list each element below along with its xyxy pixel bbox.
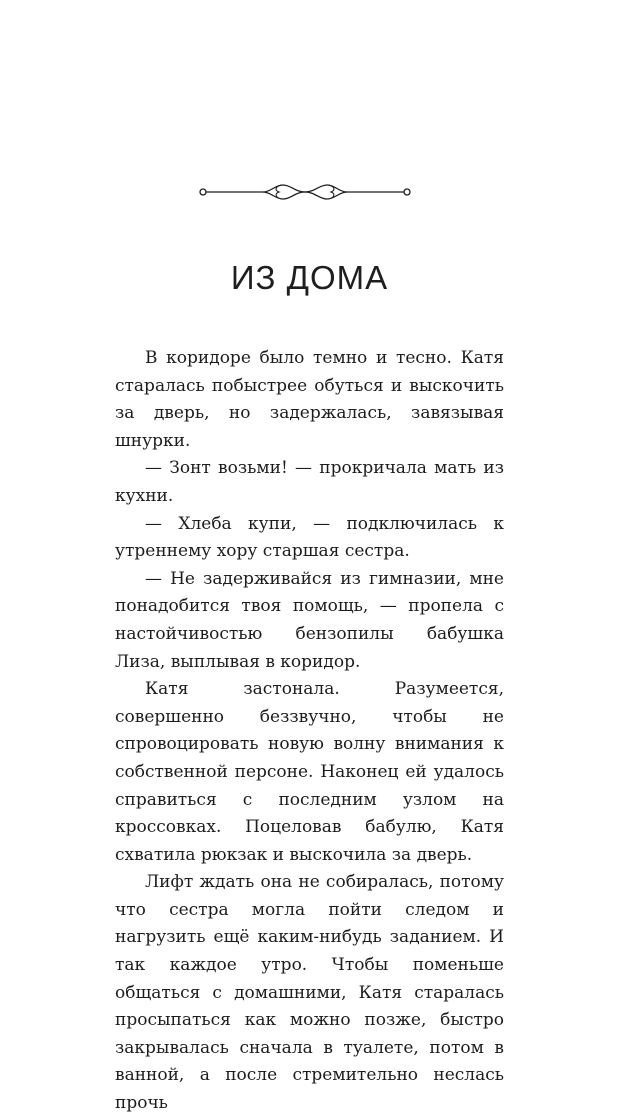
chapter-title: ИЗ ДОМА bbox=[230, 259, 389, 296]
paragraph: — Не задерживайся из гимназии, мне понадобится твоя помощь, — пропела с настойчивостью бензопилы бабушка Лиза, выплывая в коридор. bbox=[115, 568, 504, 672]
paragraph: — Зонт возьми! — прокричала мать из кухни. bbox=[115, 458, 504, 506]
chapter-ornament-icon bbox=[199, 183, 411, 201]
chapter-body bbox=[115, 345, 504, 1118]
paragraph: — Хлеба купи, — подключилась к утреннему хору старшая сестра. bbox=[115, 513, 504, 562]
paragraph: Лифт ждать она не собиралась, потому что сестра могла пойти следом и нагрузить ещё каким-нибудь заданием. И так каждое утро. Чтобы поменьше общаться с домашними, Катя старалась просыпаться как можно позже, быстро закрывалась сначала в туалете, потом в ванной, а после стремительно неслась прочь bbox=[115, 872, 504, 1114]
paragraph: В коридоре было темно и тесно. Катя старалась побыстрее обуться и выскочить за дверь, но задержалась, завязывая шнурки. bbox=[115, 348, 504, 451]
paragraph: Катя застонала. Разумеется, совершенно беззвучно, чтобы не спровоцировать новую волну внимания к собственной персоне. Наконец ей удалось справиться с последним узлом на кроссовках. Поцеловав бабулю, Катя схватила рюкзак и выскочила за дверь. bbox=[115, 679, 504, 865]
